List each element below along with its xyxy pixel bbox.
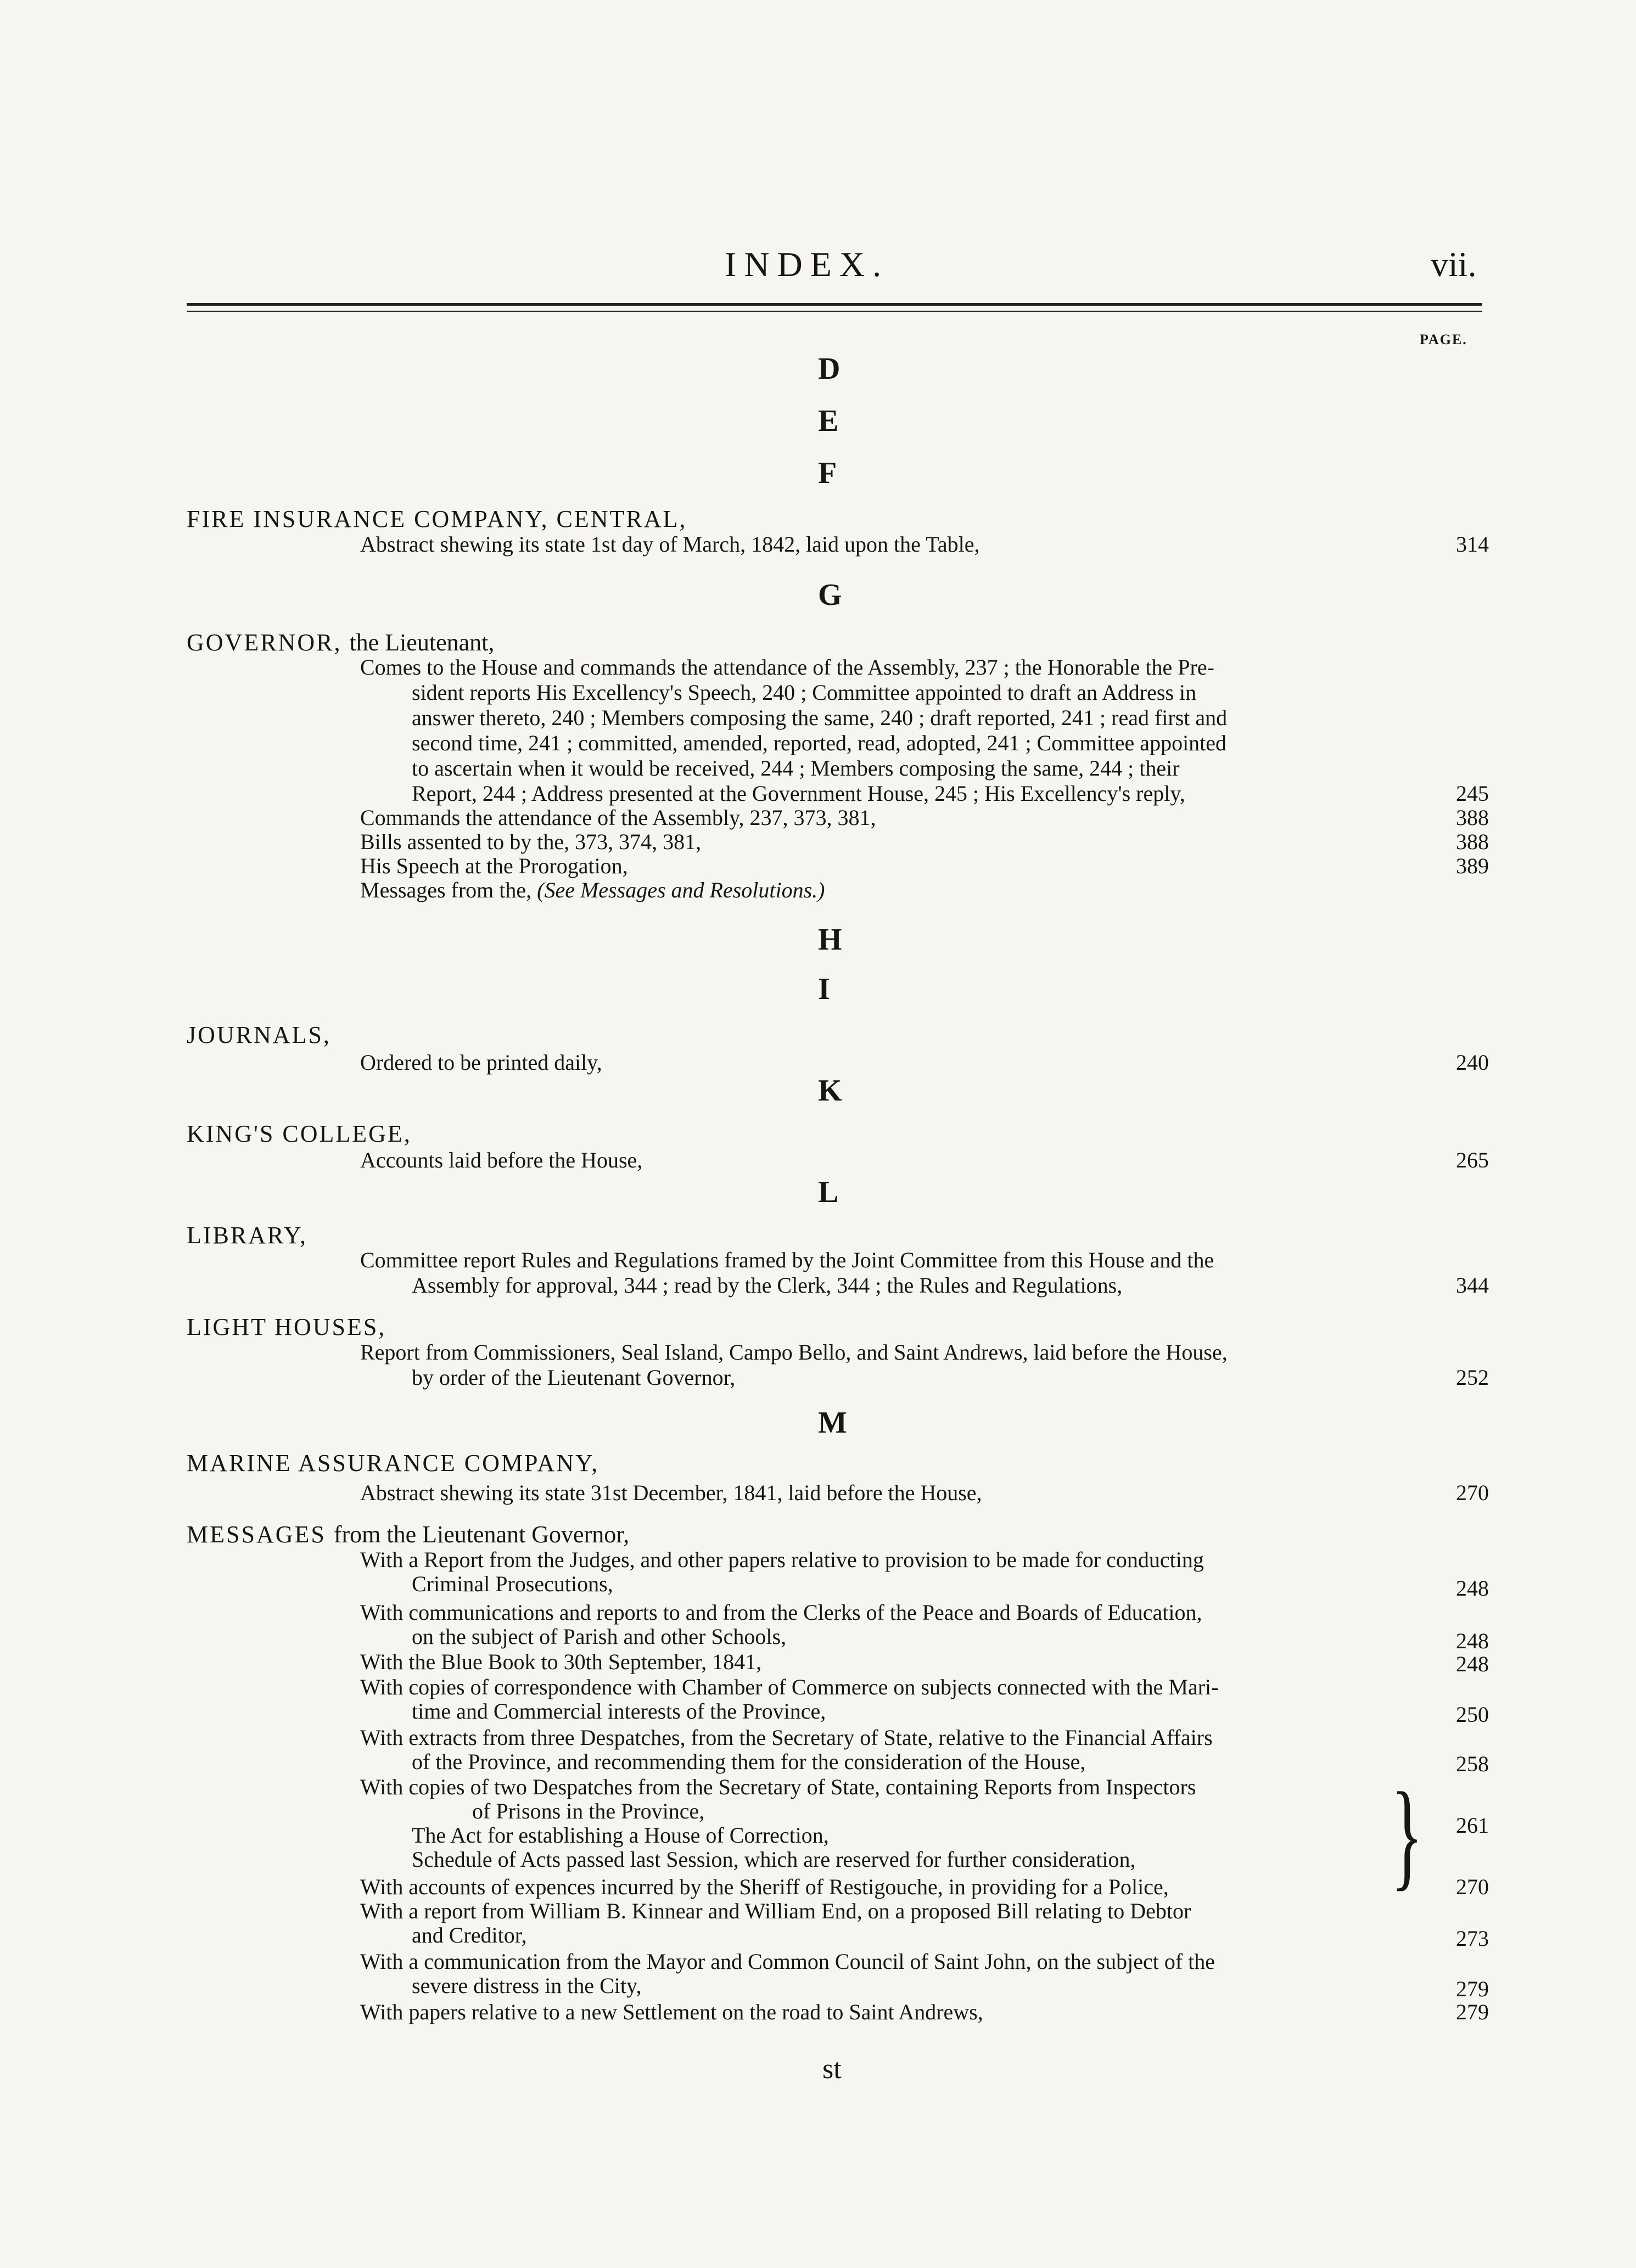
- index-entry-text: by order of the Lieutenant Governor,: [412, 1365, 736, 1390]
- page-column-label: PAGE.: [1420, 332, 1467, 347]
- section-letter-e: E: [818, 404, 839, 438]
- page-reference: 314: [1456, 532, 1489, 557]
- index-entry-text: Schedule of Acts passed last Session, which are reserved for further consideration,: [412, 1847, 1136, 1872]
- entry-heading-messages: [187, 1520, 629, 1548]
- heading-name: MESSAGES: [187, 1521, 326, 1548]
- index-entry-text: His Speech at the Prorogation,: [360, 854, 628, 878]
- section-letter-d: D: [818, 352, 841, 386]
- page-reference: 270: [1456, 1874, 1489, 1899]
- entry-heading-marine-assurance: MARINE ASSURANCE COMPANY,: [187, 1450, 600, 1477]
- page-number: vii.: [1431, 245, 1477, 284]
- index-entry-text: Abstract shewing its state 31st December, 1841, laid before the House,: [360, 1480, 982, 1505]
- index-entry-text: second time, 241 ; committed, amended, reported, read, adopted, 241 ; Committee appointed: [412, 731, 1227, 755]
- index-entry-text: Commands the attendance of the Assembly, 237, 373, 381,: [360, 805, 876, 830]
- section-letter-m: M: [818, 1406, 847, 1440]
- index-entry-text: Accounts laid before the House,: [360, 1148, 643, 1172]
- entry-heading-library: LIBRARY,: [187, 1222, 308, 1249]
- index-entry-text: and Creditor,: [412, 1923, 527, 1947]
- index-entry-text: Ordered to be printed daily,: [360, 1050, 602, 1075]
- header-rule-thin: [187, 311, 1482, 312]
- index-entry-text: time and Commercial interests of the Province,: [412, 1699, 826, 1724]
- index-entry-text: to ascertain when it would be received, 244 ; Members composing the same, 244 ; their: [412, 756, 1180, 781]
- index-entry-text: Report from Commissioners, Seal Island, Campo Bello, and Saint Andrews, laid before the House,: [360, 1340, 1228, 1365]
- entry-heading-light-houses: LIGHT HOUSES,: [187, 1313, 386, 1340]
- index-entry-text: The Act for establishing a House of Correction,: [412, 1823, 829, 1848]
- index-entry-text: With copies of two Despatches from the Secretary of State, containing Reports from Inspectors: [360, 1775, 1196, 1799]
- page-reference: 258: [1456, 1751, 1489, 1776]
- page-reference: 279: [1456, 1977, 1489, 2001]
- page-reference: 344: [1456, 1273, 1489, 1298]
- entry-heading-kings-college: KING'S COLLEGE,: [187, 1120, 412, 1147]
- index-entry-text: Assembly for approval, 344 ; read by the Clerk, 344 ; the Rules and Regulations,: [412, 1273, 1123, 1298]
- section-letter-l: L: [818, 1175, 839, 1209]
- index-entry-text: Report, 244 ; Address presented at the Government House, 245 ; His Excellency's reply,: [412, 781, 1185, 806]
- page-reference: 252: [1456, 1365, 1489, 1390]
- index-entry-text: With a report from William B. Kinnear and William End, on a proposed Bill relating to Debtor: [360, 1899, 1191, 1923]
- printer-signature-mark: st: [822, 2053, 842, 2085]
- page-reference: 248: [1456, 1629, 1489, 1653]
- page-reference: 265: [1456, 1148, 1489, 1172]
- section-letter-h: H: [818, 923, 842, 957]
- index-entry-text: on the subject of Parish and other Schools,: [412, 1624, 787, 1649]
- page-reference: 245: [1456, 781, 1489, 806]
- section-letter-f: F: [818, 456, 837, 490]
- index-entry-text: With the Blue Book to 30th September, 1841,: [360, 1649, 762, 1674]
- index-entry-text: Abstract shewing its state 1st day of March, 1842, laid upon the Table,: [360, 532, 980, 557]
- page-reference: 273: [1456, 1926, 1489, 1951]
- heading-name: GOVERNOR,: [187, 629, 342, 656]
- heading-qualifier: the Lieutenant,: [349, 629, 495, 656]
- page-reference: 279: [1456, 2000, 1489, 2024]
- page-reference: 389: [1456, 854, 1489, 878]
- index-entry-text: With copies of correspondence with Chamber of Commerce on subjects connected with the Mari-: [360, 1675, 1219, 1699]
- index-entry-text: With communications and reports to and from the Clerks of the Peace and Boards of Education,: [360, 1600, 1202, 1625]
- page-reference: 240: [1456, 1050, 1489, 1075]
- index-entry-text: [360, 877, 825, 903]
- entry-heading-governor: [187, 628, 494, 656]
- index-entry-text: of the Province, and recommending them for the consideration of the House,: [412, 1749, 1086, 1774]
- index-entry-text: With a Report from the Judges, and other papers relative to provision to be made for conducting: [360, 1547, 1204, 1572]
- index-entry-text: Bills assented to by the, 373, 374, 381,: [360, 829, 702, 854]
- entry-heading-journals: JOURNALS,: [187, 1021, 331, 1048]
- index-entry-text: answer thereto, 240 ; Members composing the same, 240 ; draft reported, 241 ; read first and: [412, 705, 1228, 730]
- index-entry-text: With extracts from three Despatches, from the Secretary of State, relative to the Financial Affairs: [360, 1725, 1213, 1750]
- page-reference: 248: [1456, 1652, 1489, 1676]
- index-entry-text: Criminal Prosecutions,: [412, 1571, 613, 1596]
- page-reference: 270: [1456, 1480, 1489, 1505]
- section-letter-g: G: [818, 578, 842, 612]
- index-entry-text: With papers relative to a new Settlement on the road to Saint Andrews,: [360, 2000, 983, 2024]
- index-entry-text: With accounts of expences incurred by the Sheriff of Restigouche, in providing for a Police,: [360, 1874, 1169, 1899]
- page-reference: 388: [1456, 829, 1489, 854]
- section-letter-i: I: [818, 972, 830, 1006]
- index-entry-text: of Prisons in the Province,: [472, 1799, 705, 1823]
- page-reference: 261: [1456, 1813, 1489, 1838]
- index-entry-text: severe distress in the City,: [412, 1973, 642, 1998]
- heading-qualifier: from the Lieutenant Governor,: [333, 1521, 630, 1548]
- page-reference: 248: [1456, 1576, 1489, 1601]
- page-title: INDEX.: [725, 245, 889, 284]
- index-entry-text: Comes to the House and commands the attendance of the Assembly, 237 ; the Honorable the Pre-: [360, 655, 1214, 680]
- index-entry-text: Committee report Rules and Regulations framed by the Joint Committee from this House and the: [360, 1248, 1214, 1272]
- page-reference: 388: [1456, 805, 1489, 830]
- grouping-brace: }: [1391, 1767, 1423, 1901]
- entry-text: Messages from the,: [360, 878, 532, 902]
- index-entry-text: sident reports His Excellency's Speech, 240 ; Committee appointed to draft an Address in: [412, 680, 1197, 705]
- cross-reference: (See Messages and Resolutions.): [537, 878, 825, 902]
- page-reference: 250: [1456, 1702, 1489, 1727]
- index-entry-text: With a communication from the Mayor and Common Council of Saint John, on the subject of the: [360, 1949, 1215, 1974]
- header-rule-thick: [187, 303, 1482, 306]
- entry-heading-fire-insurance: FIRE INSURANCE COMPANY, CENTRAL,: [187, 506, 687, 532]
- section-letter-k: K: [818, 1074, 842, 1108]
